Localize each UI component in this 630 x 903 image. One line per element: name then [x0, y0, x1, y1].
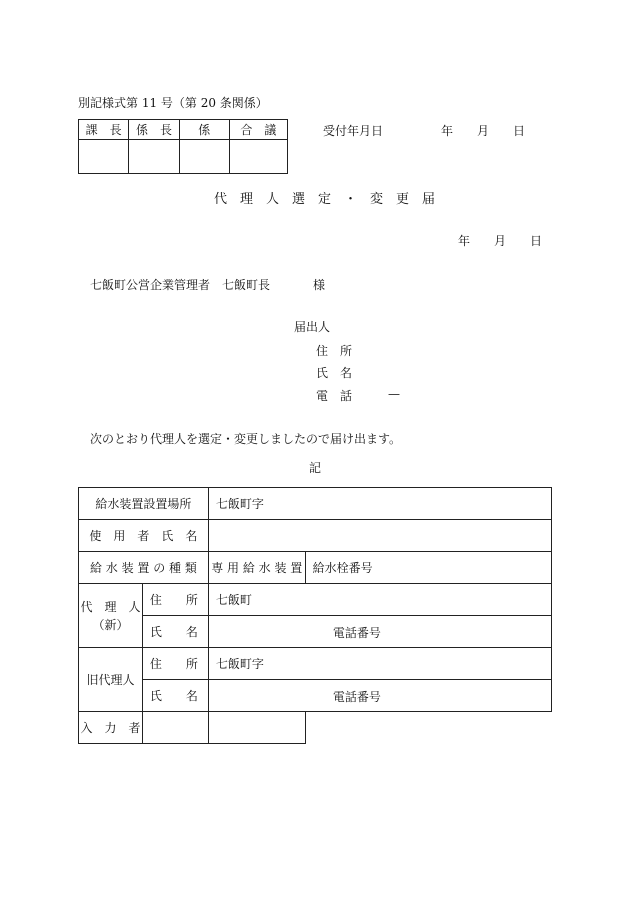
approval-stamp-cell[interactable]	[179, 140, 229, 174]
approval-table	[78, 119, 288, 174]
reception-year: 年	[441, 124, 454, 138]
ki-label: 記	[309, 461, 322, 475]
approval-stamp-cell[interactable]	[229, 140, 287, 174]
applicant-phone-dash: —	[388, 387, 400, 401]
approval-header-gogi: 合 議	[229, 120, 287, 140]
addressee-honorific: 様	[313, 278, 326, 292]
device-type-private[interactable]: 専 用 給 水 装 置	[208, 552, 305, 584]
approval-stamp-cell[interactable]	[79, 140, 129, 174]
faucet-number[interactable]: 給水栓番号	[305, 552, 551, 584]
applicant-phone-label: 電 話	[316, 389, 353, 403]
old-agent-address-value[interactable]: 七飯町字	[208, 648, 551, 680]
user-name-label: 使 用 者 氏 名	[79, 520, 209, 552]
old-agent-label: 旧代理人	[79, 648, 143, 712]
new-agent-address-value[interactable]: 七飯町	[208, 584, 551, 616]
date-year: 年	[458, 234, 471, 248]
install-location-label: 給水装置設置場所	[79, 488, 209, 520]
old-agent-name-value[interactable]	[208, 680, 551, 712]
new-agent-name-label: 氏 名	[142, 616, 208, 648]
new-agent-address-label: 住 所	[142, 584, 208, 616]
new-agent-name-value[interactable]	[208, 616, 551, 648]
install-location-value[interactable]: 七飯町字	[208, 488, 551, 520]
old-agent-address-label: 住 所	[142, 648, 208, 680]
approval-header-kacho: 課 長	[79, 120, 129, 140]
date-month: 月	[494, 234, 507, 248]
inputter-label: 入 力 者	[79, 712, 143, 744]
approval-header-kakari: 係	[179, 120, 229, 140]
agent-table	[78, 487, 552, 744]
user-name-value[interactable]	[208, 520, 551, 552]
inputter-empty	[305, 712, 551, 744]
old-agent-name-label: 氏 名	[142, 680, 208, 712]
approval-stamp-cell[interactable]	[129, 140, 179, 174]
old-agent-phone-label: 電話番号	[332, 690, 381, 704]
addressee-org: 七飯町公営企業管理者 七飯町長	[90, 278, 271, 292]
applicant-heading: 届出人	[294, 320, 331, 334]
date-day: 日	[530, 234, 543, 248]
device-type-label: 給 水 装 置 の 種 類	[79, 552, 209, 584]
reception-label: 受付年月日	[323, 124, 384, 138]
applicant-name-label: 氏 名	[316, 366, 353, 380]
applicant-address-label: 住 所	[316, 344, 353, 358]
form-id: 別記様式第 11 号（第 20 条関係）	[78, 96, 268, 110]
approval-header-kakaricho: 係 長	[129, 120, 179, 140]
reception-day: 日	[513, 124, 526, 138]
new-agent-label-text: 代 理 人	[80, 599, 141, 614]
inputter-value-2[interactable]	[208, 712, 305, 744]
new-agent-label	[79, 584, 143, 648]
reception-month: 月	[477, 124, 490, 138]
document-title: 代 理 人 選 定 ・ 変 更 届	[214, 192, 436, 207]
new-agent-label-sub: （新）	[92, 617, 129, 632]
body-text: 次のとおり代理人を選定・変更しましたので届け出ます。	[90, 432, 402, 446]
new-agent-phone-label: 電話番号	[332, 626, 381, 640]
inputter-value-1[interactable]	[142, 712, 208, 744]
